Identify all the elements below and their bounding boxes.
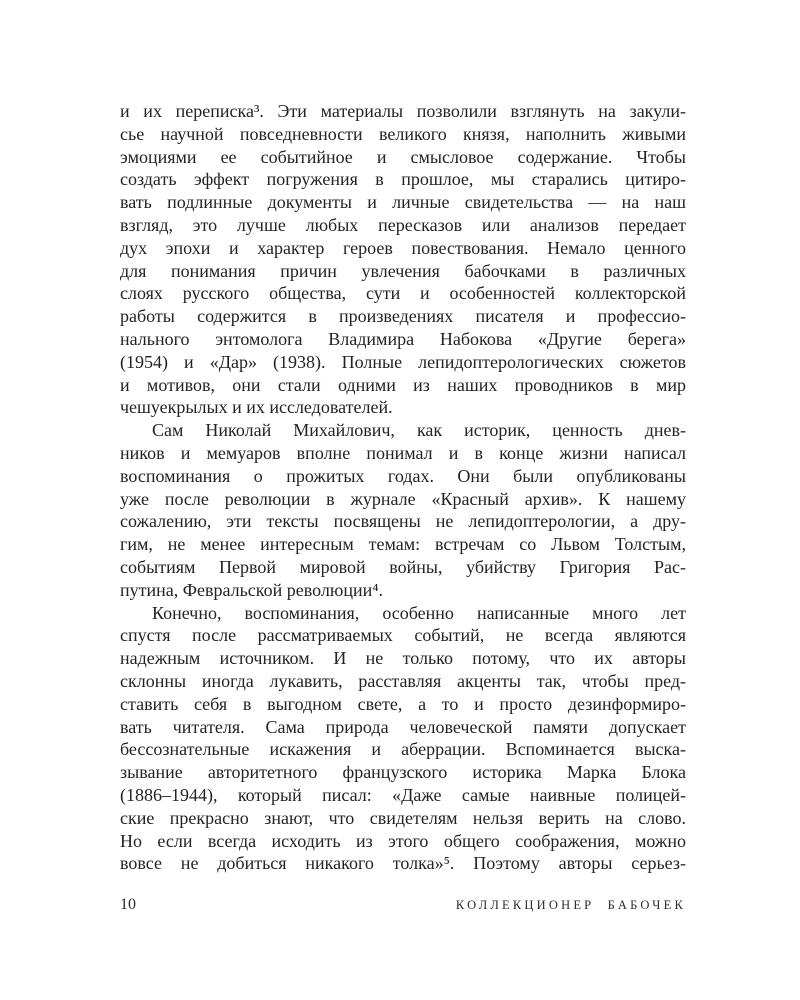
- page-text: [120, 100, 686, 875]
- text-line: спустя после рассматриваемых событий, не всегда являются: [120, 625, 686, 646]
- text-line: Сам Николай Михайлович, как историк, ценность днев-: [152, 420, 686, 441]
- text-line: и мотивов, они стали одними из наших проводников в мир: [120, 374, 686, 395]
- text-line: событиям Первой мировой войны, убийству Григория Рас-: [120, 556, 686, 577]
- text-line: Конечно, воспоминания, особенно написанные много лет: [152, 602, 686, 623]
- page-footer: [120, 896, 686, 914]
- text-line: вать читателя. Сама природа человеческой памяти допускает: [120, 716, 686, 737]
- text-line: надежным источником. И не только потому, что их авторы: [120, 648, 686, 669]
- text-line: эмоциями ее событийное и смысловое содержание. Чтобы: [120, 146, 686, 167]
- text-line: воспоминания о прожитых годах. Они были опубликованы: [120, 465, 686, 486]
- text-line: ские прекрасно знают, что свидетелям нельзя верить на слово.: [120, 807, 686, 828]
- text-line: сье научной повседневности великого князя, наполнить живыми: [120, 123, 686, 144]
- text-line: ставить себя в выгодном свете, а то и просто дезинформиро-: [120, 693, 686, 714]
- text-line: (1954) и «Дар» (1938). Полные лепидоптерологических сюжетов: [120, 351, 686, 372]
- text-line: ников и мемуаров вполне понимал и в конце жизни написал: [120, 442, 686, 463]
- text-line: взгляд, это лучше любых пересказов или анализов передает: [120, 214, 686, 235]
- text-line: и их переписка³. Эти материалы позволили взглянуть на закули-: [120, 101, 686, 121]
- text-line: склонны иногда лукавить, расставляя акценты так, чтобы пред-: [120, 670, 686, 691]
- text-line: работы содержится в произведениях писателя и профессио-: [120, 306, 686, 327]
- page-number: 10: [120, 896, 136, 913]
- text-line: путина, Февральской революции⁴.: [120, 579, 383, 600]
- text-line: слоях русского общества, сути и особенностей коллекторской: [120, 283, 686, 304]
- text-line: чешуекрылых и их исследователей.: [120, 397, 393, 418]
- text-line: дух эпохи и характер героев повествования. Немало ценного: [120, 237, 686, 258]
- text-line: сожалению, эти тексты посвящены не лепидоптерологии, а дру-: [120, 511, 686, 532]
- running-title: КОЛЛЕКЦИОНЕР БАБОЧЕК: [455, 898, 686, 912]
- text-line: нального энтомолога Владимира Набокова «Другие берега»: [120, 328, 686, 349]
- text-line: гим, не менее интересным темам: встречам со Львом Толстым,: [120, 534, 686, 555]
- text-line: создать эффект погружения в прошлое, мы старались цитиро-: [120, 169, 686, 190]
- text-line: вать подлинные документы и личные свидетельства — на наш: [120, 192, 686, 213]
- text-line: зывание авторитетного французского историка Марка Блока: [120, 762, 686, 783]
- text-line: для понимания причин увлечения бабочками в различных: [120, 260, 686, 281]
- text-line: вовсе не добиться никакого толка»⁵. Поэтому авторы серьез-: [120, 853, 686, 874]
- text-line: уже после революции в журнале «Красный архив». К нашему: [120, 488, 686, 509]
- text-line: (1886–1944), который писал: «Даже самые наивные полицей-: [120, 784, 686, 805]
- text-line: Но если всегда исходить из этого общего соображения, можно: [120, 830, 686, 851]
- text-line: бессознательные искажения и аберрации. Вспоминается выска-: [120, 739, 686, 760]
